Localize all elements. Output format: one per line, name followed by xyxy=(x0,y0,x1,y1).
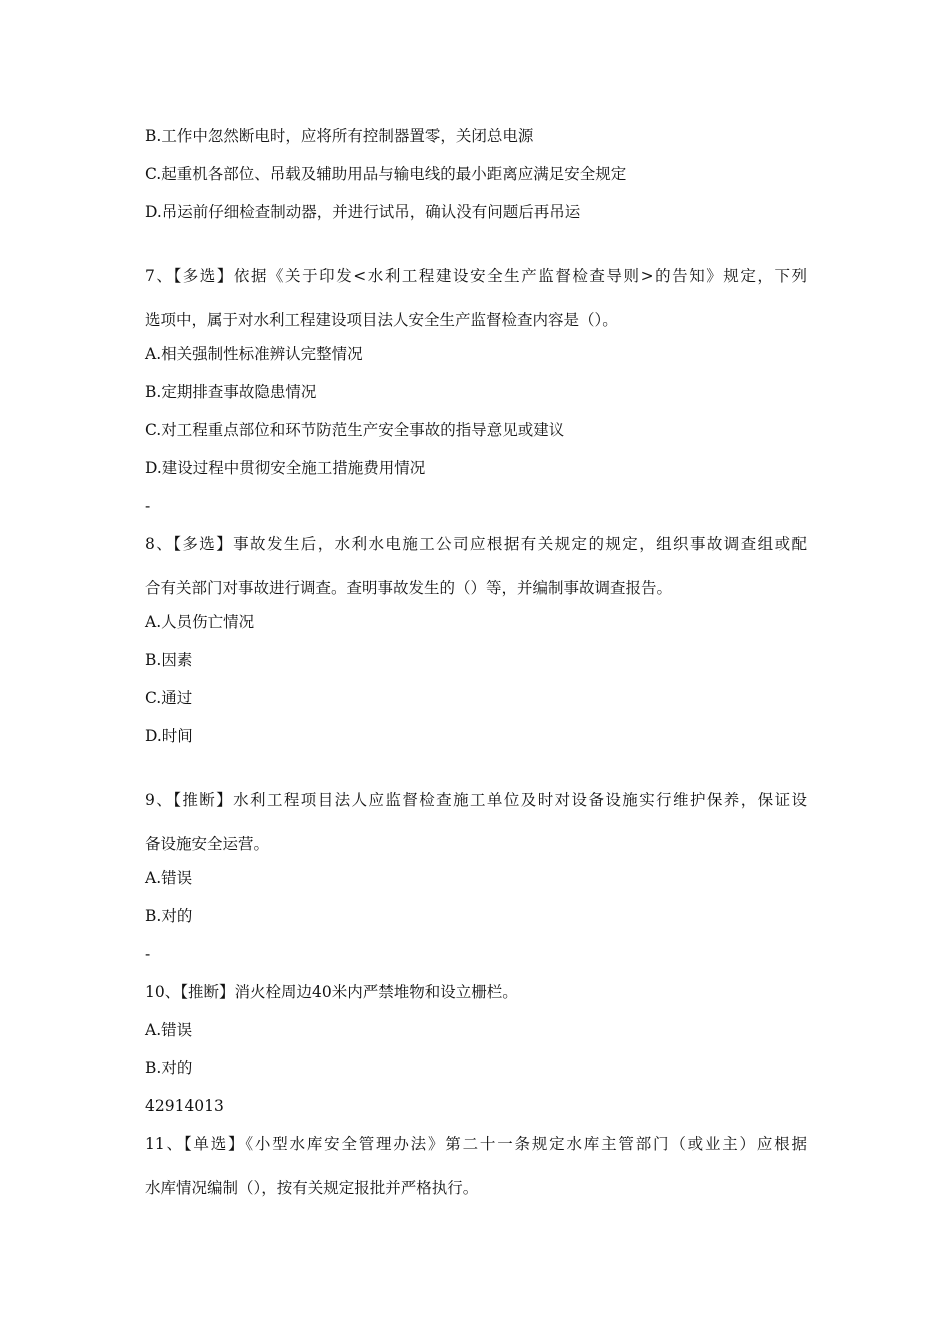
question-7-option-a: A.相关强制性标准辨认完整情况 xyxy=(145,345,363,363)
question-9-option-b: B.对的 xyxy=(145,907,193,925)
question-8-option-a: A.人员伤亡情况 xyxy=(145,613,255,631)
question-8-option-b: B.因素 xyxy=(145,651,193,669)
question-8-option-d: D.时间 xyxy=(145,727,193,745)
question-10-line-1: 10、【推断】消火栓周边40米内严禁堆物和设立栅栏。 xyxy=(145,983,518,1001)
question-10-option-b: B.对的 xyxy=(145,1059,193,1077)
question-11-line-1: 11、【单选】《小型水库安全管理办法》第二十一条规定水库主管部门（或业主）应根据 xyxy=(145,1135,807,1153)
option-b-prev: B.工作中忽然断电时，应将所有控制器置零，关闭总电源 xyxy=(145,127,534,145)
question-8-option-c: C.通过 xyxy=(145,689,193,707)
question-9-line-1: 9、【推断】水利工程项目法人应监督检查施工单位及时对设备设施实行维护保养，保证设 xyxy=(145,791,807,809)
question-7-option-d: D.建设过程中贯彻安全施工措施费用情况 xyxy=(145,459,426,477)
question-8-line-1: 8、【多选】事故发生后，水利水电施工公司应根据有关规定的规定，组织事故调查组或配 xyxy=(145,535,807,553)
question-8-line-2: 合有关部门对事故进行调查。查明事故发生的（）等，并编制事故调查报告。 xyxy=(145,579,673,597)
separator: - xyxy=(145,497,151,515)
question-7-line-1: 7、【多选】依据《关于印发<水利工程建设安全生产监督检查导则>的告知》规定，下列 xyxy=(145,267,807,285)
question-7-line-2: 选项中，属于对水利工程建设项目法人安全生产监督检查内容是（）。 xyxy=(145,311,618,329)
question-9-option-a: A.错误 xyxy=(145,869,193,887)
question-9-line-2: 备设施安全运营。 xyxy=(145,835,270,853)
question-11-line-2: 水库情况编制（），按有关规定报批并严格执行。 xyxy=(145,1179,479,1197)
option-d-prev: D.吊运前仔细检查制动器，并进行试吊，确认没有问题后再吊运 xyxy=(145,203,581,221)
question-10-option-a: A.错误 xyxy=(145,1021,193,1039)
separator: - xyxy=(145,945,151,963)
code-number: 42914013 xyxy=(145,1097,224,1115)
question-7-option-c: C.对工程重点部位和环节防范生产安全事故的指导意见或建议 xyxy=(145,421,565,439)
option-c-prev: C.起重机各部位、吊载及辅助用品与输电线的最小距离应满足安全规定 xyxy=(145,165,627,183)
question-7-option-b: B.定期排查事故隐患情况 xyxy=(145,383,317,401)
